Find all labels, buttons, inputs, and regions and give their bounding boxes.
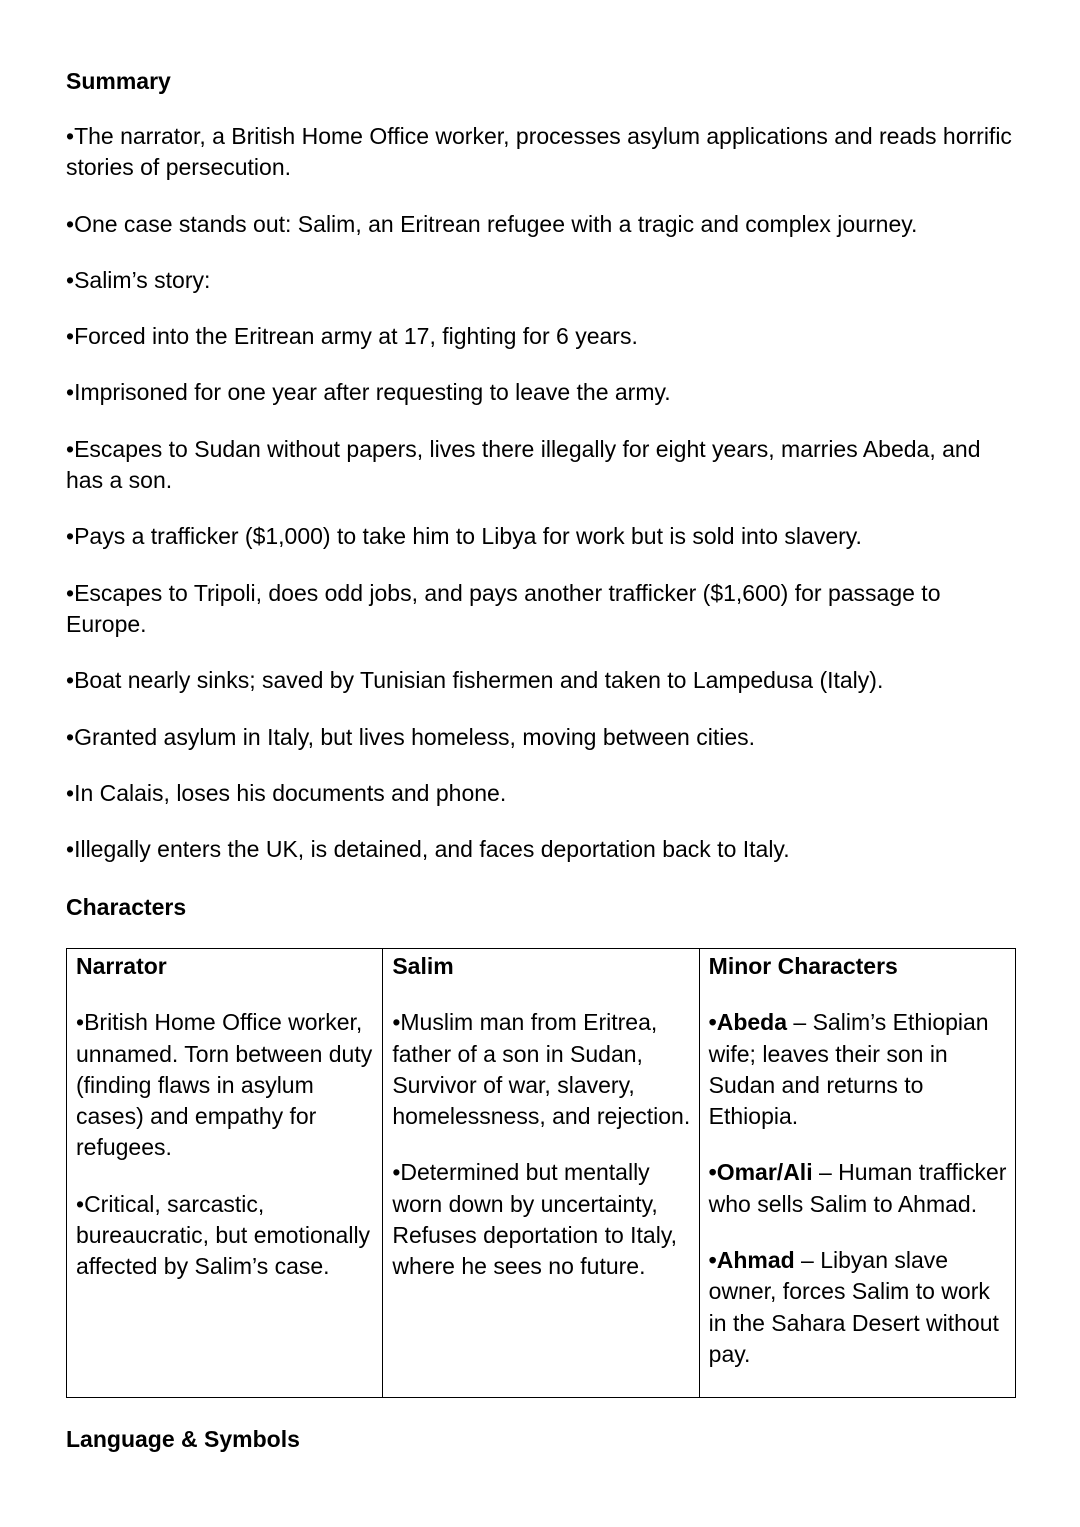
salim-item-text: • Muslim man from Eritrea, father of a son in Sudan, Survivor of war, slavery, homelessness, and rejection. [392,1009,690,1129]
characters-table-row [67,949,1016,1398]
summary-bullet: • Pays a trafficker ($1,000) to take him to Libya for work but is sold into slavery. [66,521,1016,552]
salim-column-title: Salim [392,953,454,979]
salim-item [392,1007,690,1132]
narrator-column-title: Narrator [76,953,167,979]
narrator-item [76,1189,374,1283]
minor-character-description: – Human trafficker who sells Salim to Ahmad. [708,1159,1007,1217]
minor-character-description: – Libyan slave owner, forces Salim to work in the Sahara Desert without pay. [708,1247,999,1367]
characters-heading: Characters [66,894,187,920]
minor-character-name: • Omar/Ali [709,1159,813,1185]
language-symbols-heading: Language & Symbols [66,1426,300,1452]
summary-bullet: • Salim’s story: [66,265,1016,296]
minor-characters-cell [699,949,1015,1398]
narrator-item [76,1007,374,1163]
summary-bullet: • In Calais, loses his documents and phone. [66,778,1016,809]
summary-bullet: • Imprisoned for one year after requesting to leave the army. [66,377,1016,408]
salim-cell [383,949,699,1398]
summary-bullet: • The narrator, a British Home Office worker, processes asylum applications and reads horrific stories of persecution. [66,121,1016,184]
minor-character-name: • Abeda [709,1009,787,1035]
narrator-cell [67,949,383,1398]
summary-bullet: • Boat nearly sinks; saved by Tunisian fishermen and taken to Lampedusa (Italy). [66,665,1016,696]
summary-bullet: • Escapes to Sudan without papers, lives there illegally for eight years, marries Abeda, and has a son. [66,434,1016,497]
narrator-item-text: • Critical, sarcastic, bureaucratic, but emotionally affected by Salim’s case. [76,1191,370,1280]
minor-characters-column-title: Minor Characters [708,953,898,979]
characters-table [66,948,1016,1398]
salim-item [392,1157,690,1282]
salim-item-text: • Determined but mentally worn down by uncertainty, Refuses deportation to Italy, where he sees no future. [392,1159,677,1279]
summary-bullet: • Granted asylum in Italy, but lives homeless, moving between cities. [66,722,1016,753]
minor-character-name: • Ahmad [709,1247,795,1273]
summary-bullet-list [66,121,1016,890]
narrator-item-text: • British Home Office worker, unnamed. Torn between duty (finding flaws in asylum cases) and empathy for refugees. [76,1009,372,1160]
summary-bullet: • Escapes to Tripoli, does odd jobs, and pays another trafficker ($1,600) for passage to Europe. [66,578,1016,641]
summary-bullet: • One case stands out: Salim, an Eritrean refugee with a tragic and complex journey. [66,209,1016,240]
summary-bullet: • Forced into the Eritrean army at 17, fighting for 6 years. [66,321,1016,352]
minor-character-item [709,1245,1007,1370]
summary-bullet: • Illegally enters the UK, is detained, and faces deportation back to Italy. [66,834,1016,865]
summary-heading: Summary [66,68,171,94]
minor-character-description: – Salim’s Ethiopian wife; leaves their son in Sudan and returns to Ethiopia. [708,1009,989,1130]
minor-character-item [709,1007,1007,1132]
minor-character-item [709,1157,1007,1220]
